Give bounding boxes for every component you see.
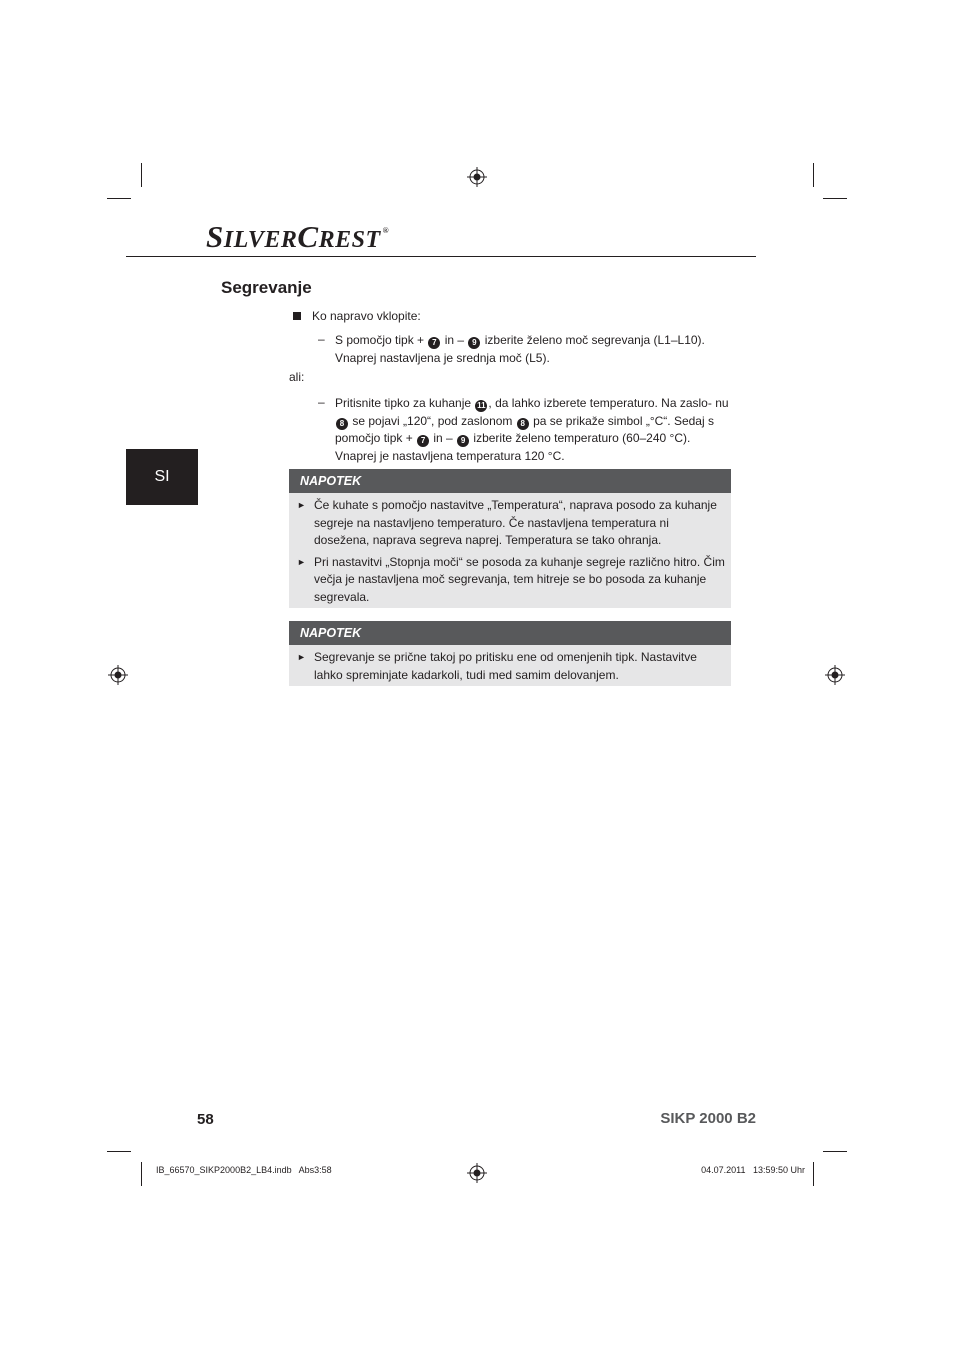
- intro-bullet-text: Ko napravo vklopite:: [312, 309, 421, 323]
- page-number: 58: [197, 1111, 214, 1128]
- dash-bullet: –: [318, 332, 325, 346]
- header-rule: [126, 256, 756, 257]
- crop-mark-bottom-right-vertical: [813, 1162, 814, 1186]
- key-number-badge: 8: [517, 418, 529, 430]
- note-title: NAPOTEK: [289, 469, 731, 493]
- step-1-text: S pomočjo tipk + 7 in – 9 izberite želeno moč segrevanja (L1–L10). Vnaprej nastavljena je srednja moč (L5).: [335, 333, 705, 365]
- arrow-bullet-icon: ►: [297, 500, 306, 510]
- crop-mark-bottom-left-horizontal: [107, 1151, 131, 1152]
- note-box: [289, 469, 731, 608]
- crop-mark-bottom-left-vertical: [141, 1162, 142, 1186]
- key-number-badge: 7: [428, 337, 440, 349]
- section-title: Segrevanje: [221, 278, 312, 297]
- registration-mark-icon: [467, 167, 487, 187]
- registration-mark-icon: [467, 1163, 487, 1183]
- language-tab: SI: [126, 449, 198, 505]
- crop-mark-bottom-right-horizontal: [823, 1151, 847, 1152]
- note-item-text: Segrevanje se prične takoj po pritisku ene od omenjenih tipk. Nastavitve lahko spreminjate kadarkoli, tudi med samim delovanjem.: [314, 650, 697, 682]
- note-item: [289, 497, 731, 550]
- or-label: ali:: [289, 370, 305, 384]
- registration-mark-icon: [108, 665, 128, 685]
- print-slug-file: IB_66570_SIKP2000B2_LB4.indb Abs3:58: [156, 1165, 332, 1175]
- arrow-bullet-icon: ►: [297, 652, 306, 662]
- crop-mark-top-left-vertical: [141, 163, 142, 187]
- note-item-text: Pri nastavitvi „Stopnja moči“ se posoda za kuhanje segreje različno hitro. Čim večja je nastavljena moč segrevanja, tem hitreje se bo posoda za kuhanje segrevala.: [314, 554, 725, 604]
- note-item: [289, 554, 731, 607]
- note-title: NAPOTEK: [289, 621, 731, 645]
- crop-mark-top-left-horizontal: [107, 198, 131, 199]
- print-slug-date: 04.07.2011 13:59:50 Uhr: [701, 1165, 805, 1175]
- crop-mark-top-right-vertical: [813, 163, 814, 187]
- key-number-badge: 8: [336, 418, 348, 430]
- note-item: [289, 649, 731, 684]
- crop-mark-top-right-horizontal: [823, 198, 847, 199]
- registration-mark-icon: [825, 665, 845, 685]
- square-bullet-icon: [293, 312, 301, 320]
- note-item-text: Če kuhate s pomočjo nastavitve „Temperatura“, naprava posodo za kuhanje segreje na nastavljeno temperaturo. Če nastavljena temperatura ni dosežena, naprava segreva naprej. Temperatura se tako ohranja.: [314, 498, 717, 547]
- model-name: SIKP 2000 B2: [660, 1110, 756, 1127]
- note-box: [289, 621, 731, 686]
- dash-bullet: –: [318, 395, 325, 409]
- silvercrest-logo: SILVERCREST ®: [206, 219, 390, 254]
- step-2-text: Pritisnite tipko za kuhanje 11 , da lahko izberete temperaturo. Na zaslo- nu 8 se pojavi „120“, pod zaslonom 8 pa se prikaže simbol „°C“. Sedaj s pomočjo tipk + 7 in – 9 izberite želeno temperaturo (60–240 °C). Vnaprej je nastavljena temperatura 120 °C.: [335, 396, 729, 463]
- arrow-bullet-icon: ►: [297, 556, 306, 567]
- key-number-badge: 11: [477, 401, 486, 410]
- key-number-badge: 7: [417, 435, 429, 447]
- key-number-badge: 9: [468, 337, 480, 349]
- key-number-badge: 9: [457, 435, 469, 447]
